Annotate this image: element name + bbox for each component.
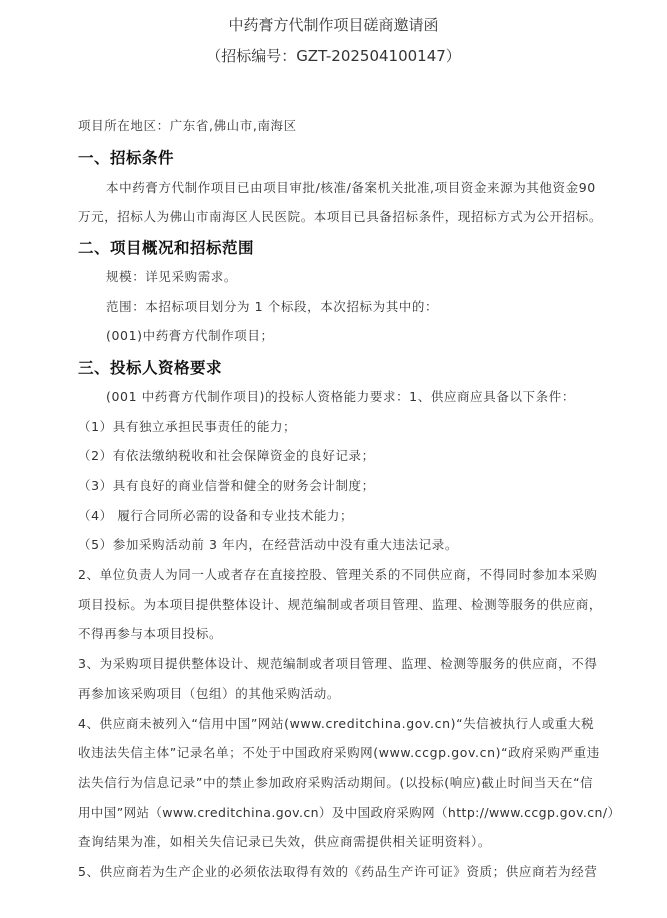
section-heading-tender-conditions: 一、招标条件	[78, 149, 175, 167]
section-heading-project-overview: 二、项目概况和招标范围	[78, 239, 255, 257]
qualification-item: （2）有依法缴纳税收和社会保障资金的良好记录；	[78, 448, 375, 463]
tender-conditions-line-1: 本中药膏方代制作项目已由项目审批/核准/备案机关批准,项目资金来源为其他资金90	[106, 180, 596, 195]
paragraph-4-line-4: 用中国”网站（www.creditchina.gov.cn）及中国政府采购网（http://www.ccgp.gov.cn/）	[78, 805, 621, 820]
paragraph-3-line-2: 再参加该采购项目（包组）的其他采购活动。	[78, 686, 341, 701]
paragraph-2-line-3: 不得再参与本项目投标。	[78, 626, 223, 641]
paragraph-4-line-5: 查询结果为准，如相关失信记录已失效，供应商需提供相关证明资料）。	[78, 834, 491, 849]
tender-conditions-line-2: 万元，招标人为佛山市南海区人民医院。本项目已具备招标条件，现招标方式为公开招标。	[78, 209, 603, 224]
paragraph-5-line-1: 5、供应商若为生产企业的必须依法取得有效的《药品生产许可证》资质；供应商若为经营	[78, 864, 598, 879]
paragraph-3-line-1: 3、为采购项目提供整体设计、规范编制或者项目管理、监理、检测等服务的供应商，不得	[78, 656, 598, 671]
qualification-item: （1）具有独立承担民事责任的能力；	[78, 419, 297, 434]
paragraph-2-line-2: 项目投标。为本项目提供整体设计、规范编制或者项目管理、监理、检测等服务的供应商，	[78, 597, 603, 612]
tender-number: （招标编号：GZT-202504100147）	[206, 47, 461, 65]
paragraph-4-line-1: 4、供应商未被列入“信用中国”网站(www.creditchina.gov.cn)“失信被执行人或重大税	[78, 716, 595, 731]
qualification-intro: (001 中药膏方代制作项目)的投标人资格能力要求：1、供应商应具备以下条件：	[106, 389, 575, 404]
qualification-item: （5）参加采购活动前 3 年内，在经营活动中没有重大违法记录。	[78, 537, 458, 552]
section-heading-qualifications: 三、投标人资格要求	[78, 359, 223, 377]
qualification-item: （3）具有良好的商业信誉和健全的财务会计制度；	[78, 478, 375, 493]
paragraph-4-line-3: 法失信行为信息记录”中的禁止参加政府采购活动期间。(以投标(响应)截止时间当天在“信	[78, 775, 594, 790]
lot-item: (001)中药膏方代制作项目；	[106, 328, 274, 343]
project-location: 项目所在地区：广东省,佛山市,南海区	[78, 118, 297, 133]
paragraph-2-line-1: 2、单位负责人为同一人或者存在直接控股、管理关系的不同供应商，不得同时参加本采购	[78, 567, 598, 582]
project-scale: 规模：详见采购需求。	[106, 269, 238, 284]
paragraph-4-line-2: 收违法失信主体”记录名单；不处于中国政府采购网(www.ccgp.gov.cn)“政府采购严重违	[78, 745, 600, 760]
project-scope: 范围：本招标项目划分为 1 个标段，本次招标为其中的：	[106, 299, 439, 314]
document-title: 中药膏方代制作项目磋商邀请函	[228, 16, 439, 34]
qualification-item: （4） 履行合同所必需的设备和专业技术能力；	[78, 508, 354, 523]
